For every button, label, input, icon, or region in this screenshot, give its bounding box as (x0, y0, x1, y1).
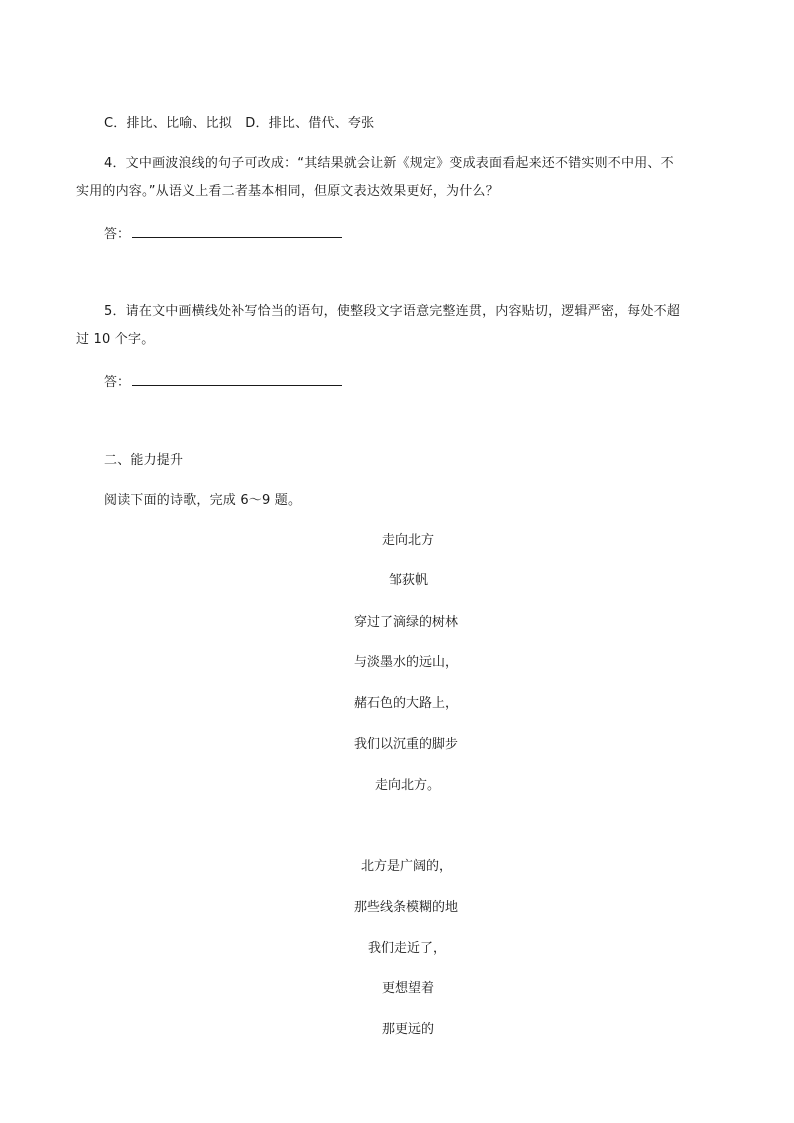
question-5-answer-label: 答： (104, 375, 131, 390)
poem-line: 我们以沉重的脚步 (354, 737, 459, 752)
poem-line: 更想望着 (382, 981, 435, 996)
poem-line: 走向北方。 (375, 778, 441, 793)
question-4-text-line-1: 4．文中画波浪线的句子可改成：“其结果就会让新《规定》变成表面看起来还不错实则不中用、不 (104, 156, 674, 171)
question-4-answer-blank (132, 223, 342, 238)
poem-line: 北方是广阔的， (361, 859, 453, 874)
poem-line: 那些线条模糊的地 (354, 900, 459, 915)
question-3-options-c-d: C．排比、比喻、比拟 D．排比、借代、夸张 (104, 116, 375, 131)
poem-line: 赭石色的大路上， (354, 696, 459, 711)
question-4-answer-label: 答： (104, 227, 131, 242)
poem-line: 我们走近了， (368, 941, 447, 956)
question-4-answer-row (104, 223, 342, 244)
poem-line: 与淡墨水的远山， (354, 655, 459, 670)
question-5-answer-blank (132, 371, 342, 386)
question-5-answer-row (104, 371, 342, 392)
poem-line: 穿过了滴绿的树林 (354, 615, 459, 630)
poem-line: 那更远的 (382, 1022, 435, 1037)
question-5-text-line-2: 过 10 个字。 (76, 332, 155, 347)
poem-title: 走向北方 (382, 533, 435, 548)
reading-instruction: 阅读下面的诗歌，完成 6～9 题。 (104, 493, 302, 508)
question-5-text-line-1: 5．请在文中画横线处补写恰当的语句，使整段文字语意完整连贯，内容贴切，逻辑严密，每处不超 (104, 304, 681, 319)
section-2-heading: 二、能力提升 (104, 453, 184, 468)
question-4-text-line-2: 实用的内容。”从语义上看二者基本相同，但原文表达效果更好，为什么？ (76, 184, 499, 199)
poem-author: 邹荻帆 (389, 573, 429, 588)
